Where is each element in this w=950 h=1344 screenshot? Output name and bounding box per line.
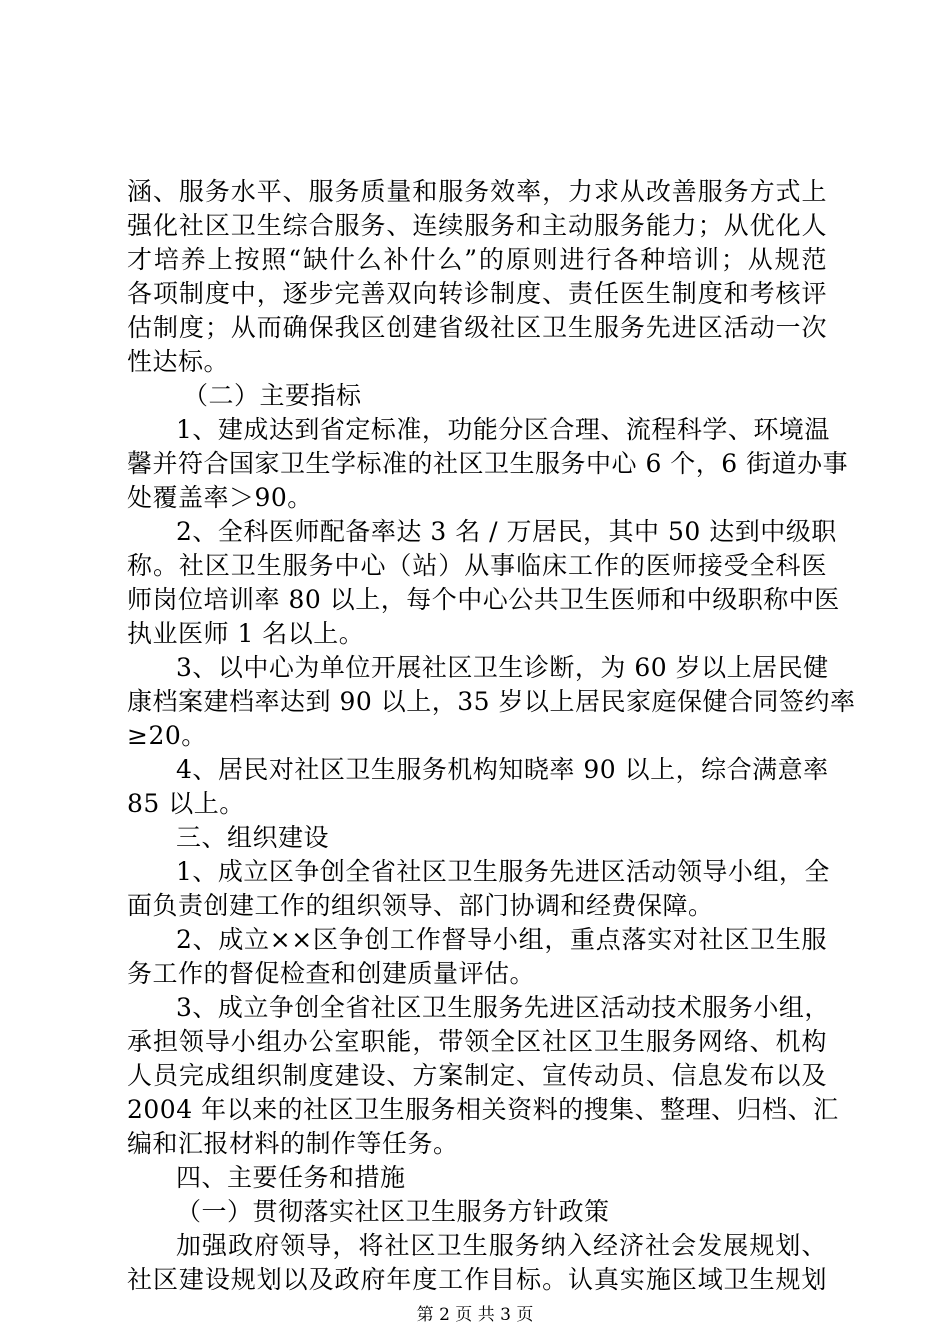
text-line: 估制度；从而确保我区创建省级社区卫生服务先进区活动一次 [127,313,827,342]
page-number-footer: 第 2 页 共 3 页 [416,1305,534,1325]
text-line: 加强政府领导，将社区卫生服务纳入经济社会发展规划、 [176,1231,827,1260]
text-line: 涵、服务水平、服务质量和服务效率，力求从改善服务方式上 [127,177,827,206]
text-line: 2、全科医师配备率达 3 名 / 万居民，其中 50 达到中级职 [176,517,837,546]
text-line: 社区建设规划以及政府年度工作目标。认真实施区域卫生规划 [127,1265,827,1294]
text-line: 强化社区卫生综合服务、连续服务和主动服务能力；从优化人 [127,211,827,240]
section-heading: （一）贯彻落实社区卫生服务方针政策 [176,1197,610,1226]
text-line: 1、建成达到省定标准，功能分区合理、流程科学、环境温 [176,415,830,444]
text-line: ≥20。 [127,721,207,750]
text-line: 1、成立区争创全省社区卫生服务先进区活动领导小组，全 [176,857,830,886]
text-line: 承担领导小组办公室职能，带领全区社区卫生服务网络、机构 [127,1027,827,1056]
text-line: 师岗位培训率 80 以上，每个中心公共卫生医师和中级职称中医 [127,585,840,614]
text-line: 3、成立争创全省社区卫生服务先进区活动技术服务小组， [176,993,830,1022]
text-line: 人员完成组织制度建设、方案制定、宣传动员、信息发布以及 [127,1061,827,1090]
text-line: 馨并符合国家卫生学标准的社区卫生服务中心 6 个，6 街道办事 [127,449,849,478]
text-line: 2、成立××区争创工作督导小组，重点落实对社区卫生服 [176,925,827,954]
text-line: 85 以上。 [127,789,245,818]
text-line: 务工作的督促检查和创建质量评估。 [127,959,536,988]
text-line: 4、居民对社区卫生服务机构知晓率 90 以上，综合满意率 [176,755,829,784]
text-line: 2004 年以来的社区卫生服务相关资料的搜集、整理、归档、汇 [127,1095,839,1124]
text-line: 称。社区卫生服务中心（站）从事临床工作的医师接受全科医 [127,551,827,580]
text-line: 才培养上按照“缺什么补什么”的原则进行各种培训；从规范 [127,245,827,274]
section-heading: （二）主要指标 [183,381,362,410]
text-line: 编和汇报材料的制作等任务。 [127,1129,459,1158]
section-heading: 三、组织建设 [176,823,330,852]
text-line: 各项制度中，逐步完善双向转诊制度、责任医生制度和考核评 [127,279,827,308]
section-heading: 四、主要任务和措施 [176,1163,406,1192]
text-line: 3、以中心为单位开展社区卫生诊断，为 60 岁以上居民健 [176,653,829,682]
text-line: 面负责创建工作的组织领导、部门协调和经费保障。 [127,891,714,920]
text-line: 处覆盖率＞90。 [127,483,313,512]
text-line: 性达标。 [127,347,230,376]
text-line: 执业医师 1 名以上。 [127,619,365,648]
text-line: 康档案建档率达到 90 以上，35 岁以上居民家庭保健合同签约率 [127,687,856,716]
